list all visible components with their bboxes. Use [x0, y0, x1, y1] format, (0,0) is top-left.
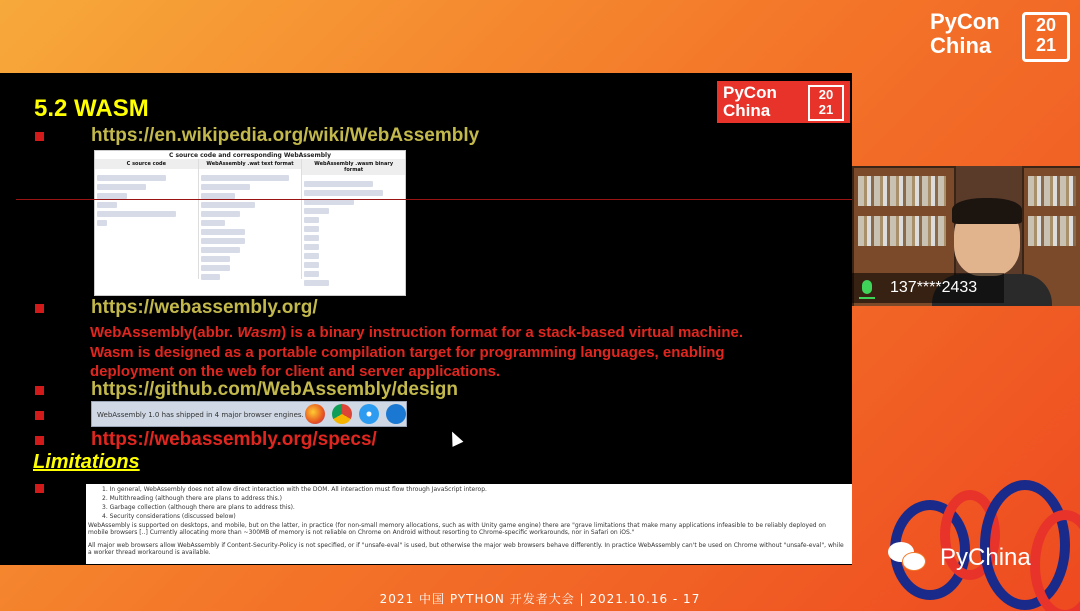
list-item: 1. In general, WebAssembly does not allow direct interaction with the DOM. All interaction must flow through JavaScript interop. — [102, 486, 487, 493]
table-col-wasm — [302, 159, 405, 279]
books — [858, 216, 946, 246]
brand-bottom-line: China — [930, 33, 992, 58]
link-webassembly[interactable]: https://webassembly.org/ — [91, 297, 318, 318]
participant-label — [852, 273, 1004, 303]
bullet — [35, 484, 44, 493]
link-github-design[interactable]: https://github.com/WebAssembly/design — [91, 379, 459, 400]
limitations-doc-excerpt — [86, 484, 852, 564]
browser-support-text: WebAssembly 1.0 has shipped in 4 major browser engines. — [97, 411, 304, 419]
table-col-wat — [199, 159, 303, 279]
table-header: WebAssembly .wat text format — [199, 159, 302, 169]
brand-top-line: PyCon — [930, 9, 1000, 34]
bullet — [35, 304, 44, 313]
bullet — [35, 436, 44, 445]
books — [1028, 176, 1076, 206]
table-header: C source code — [95, 159, 198, 169]
link-wikipedia[interactable]: https://en.wikipedia.org/wiki/WebAssembly — [91, 125, 480, 146]
slide-title: 5.2 WASM — [34, 95, 149, 122]
slide-logo-line1: PyCon — [723, 83, 777, 102]
list-item: 3. Garbage collection (although there are plans to address this). — [102, 504, 295, 511]
table-caption: C source code and corresponding WebAssembly — [168, 152, 332, 159]
doc-paragraph: All major web browsers allow WebAssembly if Content-Security-Policy is not specified, or if "unsafe-eval" is used, but otherwise the major web browsers behave differently. In practice WebAssembly can't be used on Chrome without "unsafe-eval", while a worker thread workaround is available. — [88, 542, 844, 556]
pycon-china-logo — [930, 9, 1057, 58]
description-line-2: Wasm is designed as a portable compilation target for programming languages, enabling — [90, 344, 725, 361]
speaker-hair — [952, 198, 1022, 224]
edge-icon — [386, 404, 406, 424]
slide-logo-year: 20 21 — [808, 85, 844, 121]
bullet — [35, 132, 44, 141]
wasm-code-table — [94, 150, 406, 296]
bullet — [35, 386, 44, 395]
books — [858, 176, 946, 206]
presentation-slide — [0, 73, 852, 565]
slide-logo-line2: China — [723, 101, 771, 120]
participant-name: 137****2433 — [890, 279, 978, 296]
desc-text: ) is a binary instruction format for a stack-based virtual machine. — [281, 324, 743, 341]
table-col-c — [95, 159, 199, 279]
books — [1028, 216, 1076, 246]
pychina-watermark: PyChina — [940, 544, 1031, 571]
mouse-cursor — [447, 429, 464, 447]
description-line-3: deployment on the web for client and server applications. — [90, 363, 501, 380]
firefox-icon — [305, 404, 325, 424]
wechat-icon — [888, 540, 928, 574]
divider — [16, 199, 852, 200]
limitations-heading: Limitations — [33, 451, 140, 473]
microphone-icon — [862, 280, 872, 294]
desc-wasm: Wasm — [237, 324, 282, 341]
list-item: 2. Multithreading (although there are plans to address this.) — [102, 495, 282, 502]
chrome-icon — [332, 404, 352, 424]
brand-year-box: 20 21 — [1022, 12, 1070, 62]
bullet — [35, 411, 44, 420]
table-header: WebAssembly .wasm binary format — [302, 159, 405, 175]
safari-icon — [359, 404, 379, 424]
speaker-video — [852, 166, 1080, 306]
list-item: 4. Security considerations (discussed below) — [102, 513, 236, 520]
description-line-1 — [90, 323, 743, 342]
desc-text: WebAssembly(abbr. — [90, 324, 238, 341]
doc-paragraph: WebAssembly is supported on desktops, and mobile, but on the latter, in practice (for non-small memory allocations, such as with Unity game engine) there are "grave limitations that make many applications infeasible to be reliably deployed on mobile browsers [..] Currently allocating more than ~300MB of memory is not reliable on Chrome on Android without resorting to Chrome-specific workarounds, nor in Safari on iOS." — [88, 522, 826, 536]
link-specs[interactable]: https://webassembly.org/specs/ — [91, 429, 377, 450]
slide-logo — [717, 81, 850, 123]
browser-support-banner — [91, 401, 407, 427]
footer-caption: 2021 中国 PYTHON 开发者大会 | 2021.10.16 - 17 — [379, 592, 701, 606]
